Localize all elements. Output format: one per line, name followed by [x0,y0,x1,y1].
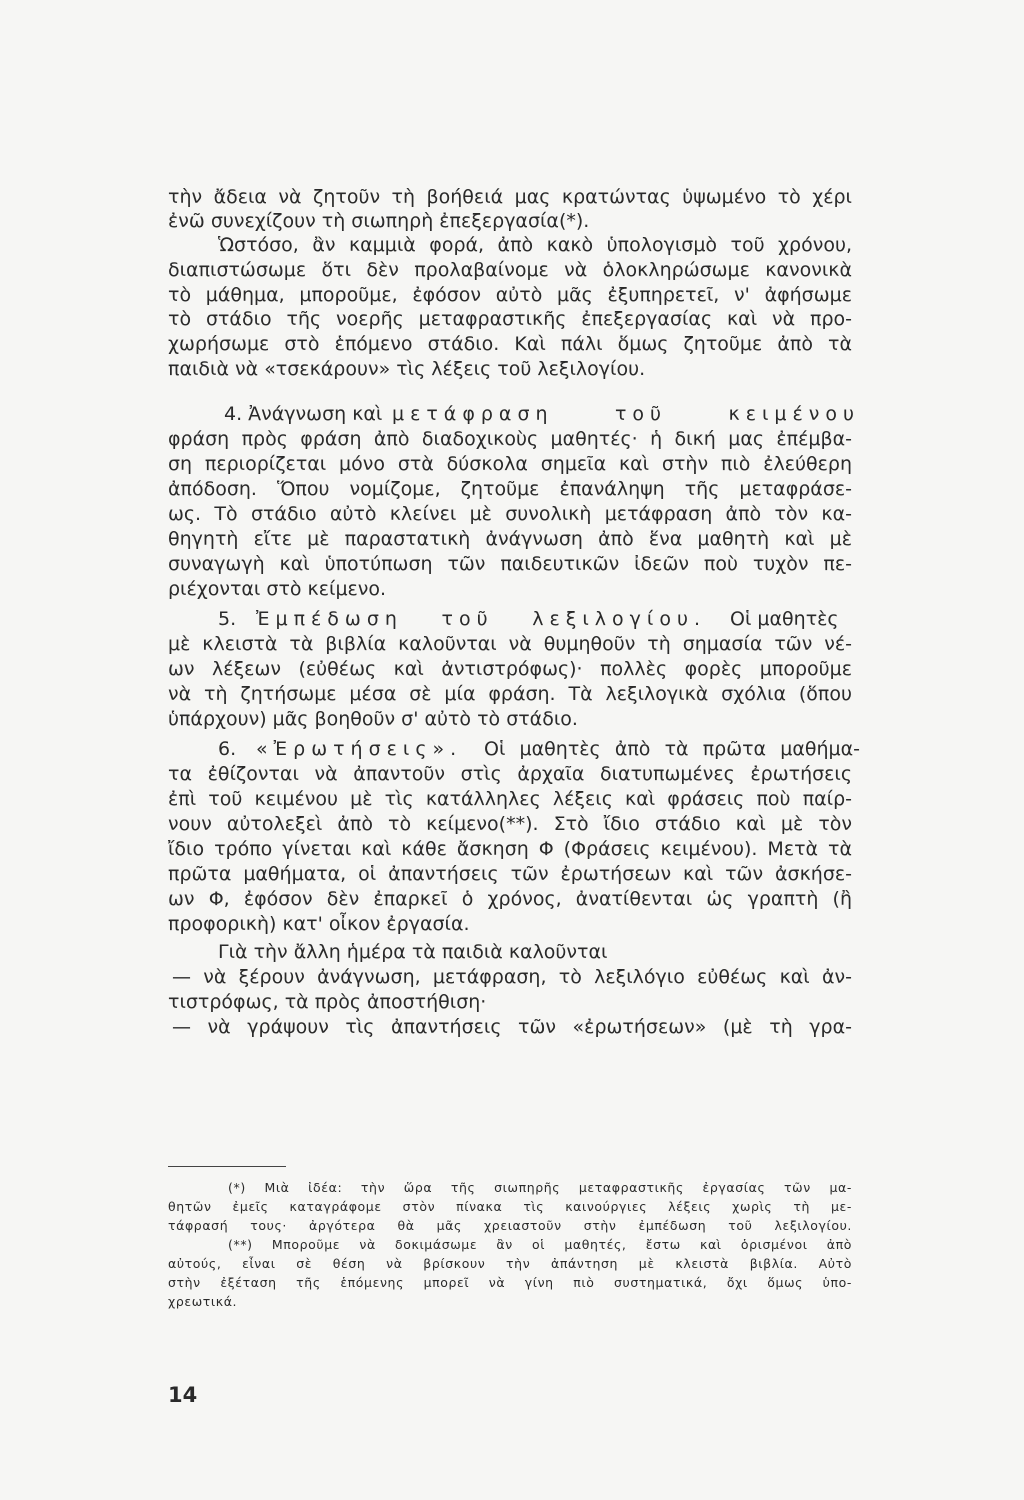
body-line: ἴδιο τρόπο γίνεται καὶ κάθε ἄσκηση Φ (Φράσεις κειμένου). Μετὰ τὰ [168,838,852,860]
footnote-line: χρεωτικά. [168,1294,238,1309]
body-line: ως. Τὸ στάδιο αὐτὸ κλείνει μὲ συνολικὴ μετάφραση ἀπὸ τὸν κα- [168,503,852,525]
body-line: πρῶτα μαθήματα, οἱ ἀπαντήσεις τῶν ἐρωτήσεων καὶ τῶν ἀσκήσε- [168,863,852,885]
body-line: παιδιὰ νὰ «τσεκάρουν» τὶς λέξεις τοῦ λεξιλογίου. [168,358,646,380]
body-line: νουν αὐτολεξεὶ ἀπὸ τὸ κείμενο(**). Στὸ ἴδιο στάδιο καὶ μὲ τὸν [168,813,852,835]
body-line: τὸ μάθημα, μποροῦμε, ἐφόσον αὐτὸ μᾶς ἐξυπηρετεῖ, ν' ἀφήσωμε [168,284,852,306]
body-line: ἐνῶ συνεχίζουν τὴ σιωπηρὴ ἐπεξεργασία(*). [168,210,590,232]
footnote-line: (*) Μιὰ ἰδέα: τὴν ὥρα τῆς σιωπηρῆς μεταφραστικῆς ἐργασίας τῶν μα- [228,1180,852,1195]
footnote-line: θητῶν ἐμεῖς καταγράφομε στὸν πίνακα τὶς καινούργιες λέξεις χωρὶς τὴ με- [168,1199,852,1214]
body-line: τα ἐθίζονται νὰ ἀπαντοῦν στὶς ἀρχαῖα διατυπωμένες ἐρωτήσεις [168,763,852,785]
body-line: φράση πρὸς φράση ἀπὸ διαδοχικοὺς μαθητές· ἡ δική μας ἐπέμβα- [168,428,852,450]
section-4-number: 4. Ἀνάγνωση καὶ [224,403,383,425]
footnote-line: (**) Μποροῦμε νὰ δοκιμάσωμε ἂν οἱ μαθητές, ἔστω καὶ ὁρισμένοι ἀπὸ [228,1237,852,1252]
body-line: συναγωγὴ καὶ ὑποτύπωση τῶν παιδευτικῶν ἰδεῶν ποὺ τυχὸν πε- [168,553,852,575]
section-4-heading: μετάφραση τοῦ κειμένου [392,403,860,425]
body-line: Γιὰ τὴν ἄλλη ἡμέρα τὰ παιδιὰ καλοῦνται [218,941,608,963]
body-line: ἐπὶ τοῦ κειμένου μὲ τὶς κατάλληλες λέξεις καὶ φράσεις ποὺ παίρ- [168,788,852,810]
body-line: ση περιορίζεται μόνο στὰ δύσκολα σημεῖα καὶ στὴν πιὸ ἐλεύθερη [168,453,852,475]
body-line: ων Φ, ἐφόσον δὲν ἐπαρκεῖ ὁ χρόνος, ἀνατίθενται ὡς γραπτὴ (ἢ [168,888,852,910]
body-line: ριέχονται στὸ κείμενο. [168,578,387,600]
body-line: Οἱ μαθητὲς ἀπὸ τὰ πρῶτα μαθήμα- [484,738,860,760]
footnote-line: τάφρασή τους· ἀργότερα θὰ μᾶς χρειαστοῦν στὴν ἐμπέδωση τοῦ λεξιλογίου. [168,1218,852,1233]
footnote-line: στὴν ἐξέταση τῆς ἑπόμενης μπορεῖ νὰ γίνη πιὸ συστηματικά, ὄχι ὅμως ὑπο- [168,1275,852,1290]
body-line: — νὰ ξέρουν ἀνάγνωση, μετάφραση, τὸ λεξιλόγιο εὐθέως καὶ ἀν- [172,966,852,988]
body-line: προφορικὴ) κατ' οἶκον ἐργασία. [168,913,470,935]
footnote-line: αὐτούς, εἶναι σὲ θέση νὰ βρίσκουν τὴν ἀπάντηση μὲ κλειστὰ βιβλία. Αὐτὸ [168,1256,852,1271]
body-line: διαπιστώσωμε ὅτι δὲν προλαβαίνομε νὰ ὁλοκληρώσωμε κανονικὰ [168,259,852,281]
body-line: τὴν ἄδεια νὰ ζητοῦν τὴ βοήθειά μας κρατώντας ὑψωμένο τὸ χέρι [168,186,852,208]
section-6-number: 6. [218,738,237,760]
body-line: ἀπόδοση. Ὅπου νομίζομε, ζητοῦμε ἐπανάληψη τῆς μεταφράσε- [168,478,852,500]
section-5-number: 5. [218,608,237,630]
section-5-heading: Ἐμπέδωση τοῦ λεξιλογίου. [256,608,706,630]
body-line: ὑπάρχουν) μᾶς βοηθοῦν σ' αὐτὸ τὸ στάδιο. [168,708,578,730]
body-line: ων λέξεων (εὐθέως καὶ ἀντιστρόφως)· πολλὲς φορὲς μποροῦμε [168,658,852,680]
body-line: Οἱ μαθητὲς [730,608,839,630]
body-line: χωρήσωμε στὸ ἑπόμενο στάδιο. Καὶ πάλι ὅμως ζητοῦμε ἀπὸ τὰ [168,333,852,355]
body-line: τιστρόφως, τὰ πρὸς ἀποστήθιση· [168,991,487,1013]
page-number: 14 [168,1383,198,1407]
body-line: μὲ κλειστὰ τὰ βιβλία καλοῦνται νὰ θυμηθοῦν τὴ σημασία τῶν νέ- [168,633,852,655]
body-line: τὸ στάδιο τῆς νοερῆς μεταφραστικῆς ἐπεξεργασίας καὶ νὰ προ- [168,308,852,330]
section-6-heading: «Ἐρωτήσεις». [256,738,463,760]
body-line: θηγητὴ εἴτε μὲ παραστατικὴ ἀνάγνωση ἀπὸ ἕνα μαθητὴ καὶ μὲ [168,528,852,550]
footnote-divider [168,1166,286,1167]
body-line: νὰ τὴ ζητήσωμε μέσα σὲ μία φράση. Τὰ λεξιλογικὰ σχόλια (ὅπου [168,683,852,705]
body-line: Ὡστόσο, ἂν καμμιὰ φορά, ἀπὸ κακὸ ὑπολογισμὸ τοῦ χρόνου, [218,234,852,256]
body-line: — νὰ γράψουν τὶς ἀπαντήσεις τῶν «ἐρωτήσεων» (μὲ τὴ γρα- [172,1016,852,1038]
